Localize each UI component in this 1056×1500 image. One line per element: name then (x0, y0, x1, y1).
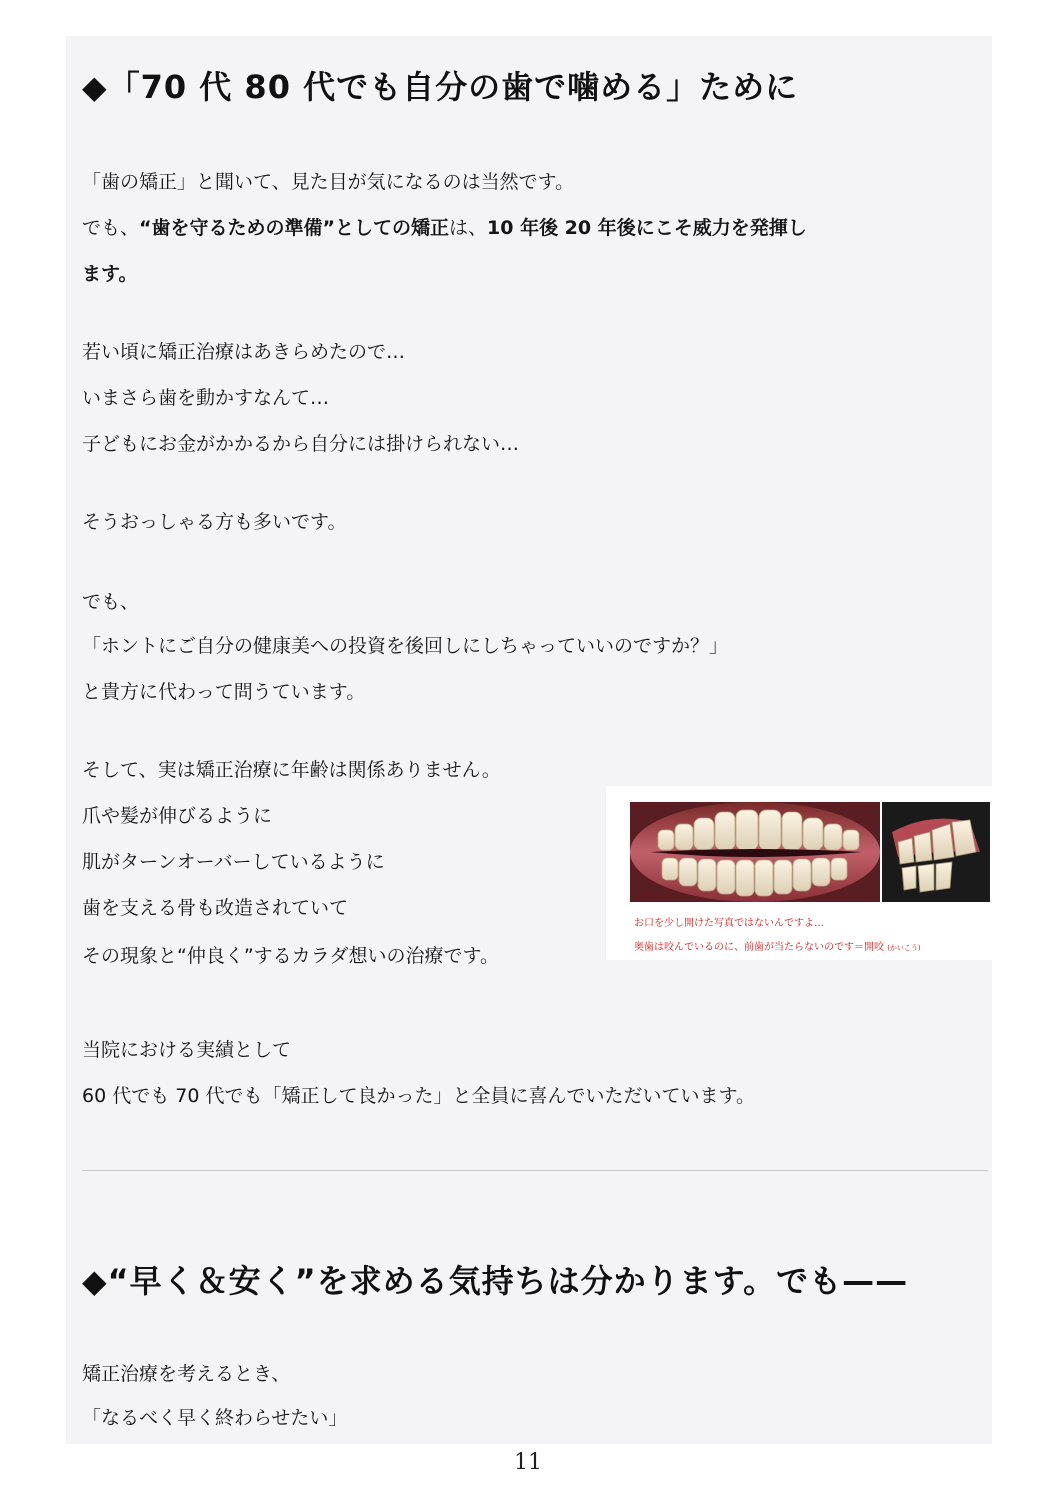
para4-line: でも、 (82, 591, 140, 613)
section1-heading: ◆「70 代 80 代でも自分の歯で噛める」ために (82, 68, 799, 106)
para6-line: 当院における実績として (82, 1039, 292, 1061)
para5-line: 肌がターンオーバーしているように (82, 851, 385, 873)
para1-line3: ます。 (82, 263, 138, 285)
para1-line2-b: は、 (449, 217, 488, 239)
page-number: 11 (514, 1450, 542, 1475)
para5-line: そして、実は矯正治療に年齢は関係ありません。 (82, 759, 501, 781)
section-divider (82, 1170, 988, 1171)
section2-line: 矯正治療を考えるとき、 (82, 1363, 291, 1385)
para2-line: 子どもにお金がかかるから自分には掛けられない… (82, 433, 520, 455)
para1-line1: 「歯の矯正」と聞いて、見た目が気になるのは当然です。 (82, 171, 575, 193)
section2-line: 「なるべく早く終わらせたい」 (82, 1407, 348, 1429)
para1-bold-phrase: “歯を守るための準備”としての矯正 (139, 217, 449, 239)
photo-caption-2 (634, 938, 921, 953)
para2-line: いまさら歯を動かすなんて… (82, 387, 330, 409)
photo-caption-1: お口を少し開けた写真ではないんですよ… (634, 918, 824, 929)
photo-caption-2-reading: (かいこう) (887, 944, 921, 952)
para4-line: と貴方に代わって問うています。 (82, 681, 366, 703)
para1-line2-a: でも、 (82, 217, 140, 239)
page-sheet (66, 36, 992, 1444)
para5-line: その現象と“仲良く”するカラダ想いの治療です。 (82, 945, 499, 967)
para6-line: 60 代でも 70 代でも「矯正して良かった」と全員に喜んでいただいています。 (82, 1085, 755, 1107)
photo-caption-2-text: 奥歯は咬んでいるのに、前歯が当たらないのです＝開咬 (634, 942, 884, 953)
section2-heading: ◆“早く＆安く”を求める気持ちは分かります。でも—— (82, 1262, 909, 1300)
para2-line: 若い頃に矯正治療はあきらめたので… (82, 341, 406, 363)
para5-line: 歯を支える骨も改造されていて (82, 897, 349, 919)
teeth-photo-figure (606, 786, 1010, 960)
para5-line: 爪や髪が伸びるように (82, 805, 273, 827)
teeth-photo (630, 802, 990, 902)
para3: そうおっしゃる方も多いです。 (82, 511, 347, 533)
para4-line: 「ホントにご自分の健康美への投資を後回しにしちゃっていいのですか？」 (82, 635, 729, 657)
para1-line2 (82, 216, 807, 240)
para1-bold-phrase-2: 10 年後 20 年後にこそ威力を発揮し (487, 217, 807, 239)
